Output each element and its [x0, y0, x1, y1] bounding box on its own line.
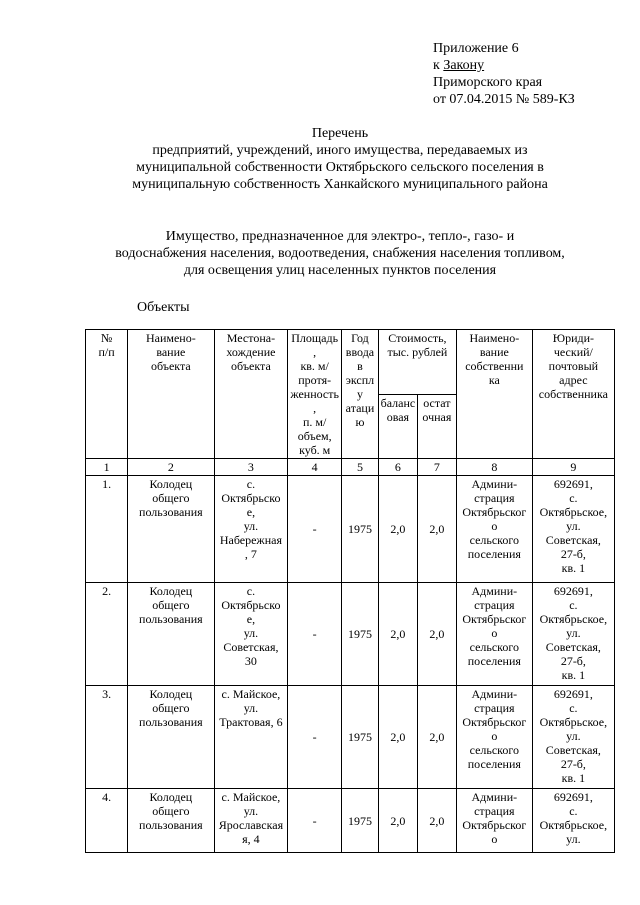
column-numbers-row	[86, 459, 615, 476]
cell-balance	[378, 686, 417, 789]
cell-residual	[417, 686, 456, 789]
cell-residual	[417, 476, 456, 583]
cell-line: ул.	[566, 729, 581, 743]
cell-line: овая	[386, 409, 410, 424]
cell-line: с. Майское,	[221, 790, 281, 804]
subtitle-line-3: для освещения улиц населенных пунктов поселения	[183, 263, 497, 278]
cell-line: сельского	[469, 743, 520, 757]
cell-line: с.	[569, 804, 578, 818]
cell-line: 30	[244, 654, 257, 668]
cell-line: Колодец	[149, 477, 193, 491]
cell-line: Колодец	[149, 687, 193, 701]
cell-owner	[456, 583, 532, 686]
cell-location	[214, 476, 288, 583]
cell-line: женность	[290, 387, 339, 401]
column-number: 8	[456, 459, 532, 476]
cell-line: е,	[246, 612, 256, 626]
cell-line: Трактовая, 6	[219, 715, 283, 729]
cell-residual	[417, 789, 456, 853]
cell-year	[342, 583, 379, 686]
cell-line: Админи-	[471, 584, 518, 598]
header-owner-address	[532, 330, 614, 459]
cell-line: 692691,	[553, 790, 593, 804]
appendix-line-4: от 07.04.2015 № 589-КЗ	[433, 92, 575, 107]
cell-line: общего	[152, 491, 190, 505]
cell-line: -	[312, 730, 317, 744]
cell-line: Наимено-	[145, 331, 196, 345]
cell-line: 27-б,	[560, 547, 586, 561]
cell-line: пользования	[139, 715, 203, 729]
cell-line: общего	[152, 598, 190, 612]
cell-line: пользования	[139, 818, 203, 832]
cell-line: о	[491, 519, 498, 533]
cell-line: 2,0	[390, 813, 406, 828]
cell-line: 1975	[347, 522, 372, 536]
column-number: 7	[417, 459, 456, 476]
header-num	[86, 330, 128, 459]
cell-line: 1975	[347, 813, 372, 828]
cell-location	[214, 583, 288, 686]
table-row	[86, 789, 615, 853]
cell-line: объекта	[231, 359, 271, 373]
cell-line: ул.	[243, 626, 259, 640]
cell-name	[128, 686, 214, 789]
table-row	[86, 583, 615, 686]
header-year	[342, 330, 379, 459]
cell-line: сельского	[469, 640, 520, 654]
cell-location	[214, 686, 288, 789]
cell-address	[532, 476, 614, 583]
subtitle-line-2: водоснабжения населения, водоотведения, снабжения населения топливом,	[115, 246, 565, 261]
cell-name	[128, 789, 214, 853]
cell-line: эксплу	[345, 373, 375, 401]
column-number: 5	[342, 459, 379, 476]
cell-line: с.	[569, 701, 578, 715]
cell-line: 2.	[102, 584, 112, 598]
cell-area	[288, 476, 342, 583]
cell-line: №	[100, 331, 113, 345]
cell-line: 1975	[347, 627, 372, 641]
header-row-1	[86, 330, 615, 395]
cell-line: тыс. рублей	[387, 345, 448, 359]
cell-line: Ярославская	[218, 818, 284, 832]
cell-line: Октябрьское,	[539, 612, 608, 626]
header-cost	[378, 330, 456, 395]
cell-balance	[378, 789, 417, 853]
cell-line: 692691,	[553, 584, 593, 598]
cell-line: с.	[246, 584, 256, 598]
cell-year	[342, 686, 379, 789]
cell-year	[342, 789, 379, 853]
header-area	[288, 330, 342, 459]
appendix-prefix: к	[433, 58, 444, 73]
title-heading: Перечень	[311, 126, 369, 141]
cell-line: пользования	[139, 612, 203, 626]
cell-balance	[378, 583, 417, 686]
cell-line: 2,0	[429, 522, 445, 536]
appendix-line-1: Приложение 6	[433, 41, 519, 56]
cell-line: с.	[569, 491, 578, 505]
cell-line: очная	[422, 409, 452, 424]
header-cost-residual	[417, 394, 456, 459]
document-title	[60, 125, 620, 193]
law-link[interactable]: Закону	[443, 58, 485, 73]
cell-balance	[378, 476, 417, 583]
table-row	[86, 686, 615, 789]
cell-line: о	[491, 832, 498, 846]
cell-line: Октябрьског	[462, 715, 527, 729]
title-line-2: муниципальной собственности Октябрьского сельского поселения в	[136, 160, 544, 175]
cell-line: ввода	[345, 345, 375, 359]
section-label: Объекты	[137, 300, 190, 315]
property-description	[60, 228, 620, 279]
cell-line: 2,0	[390, 522, 406, 536]
cell-name	[128, 583, 214, 686]
cell-line: ,	[313, 401, 317, 415]
cell-line: Советская,	[545, 640, 601, 654]
cell-line: атаци	[345, 401, 375, 415]
cell-line: Колодец	[149, 790, 193, 804]
header-location	[214, 330, 288, 459]
cell-line: Наимено-	[469, 331, 520, 345]
cell-line: о	[491, 729, 498, 743]
cell-line: кв. м/	[300, 359, 329, 373]
cell-line: Октябрьско	[221, 598, 281, 612]
cell-line: страция	[474, 598, 515, 612]
cell-line: остат	[423, 395, 451, 410]
cell-line: Набережная	[219, 533, 282, 547]
cell-line: Юриди-	[552, 331, 595, 345]
column-number: 4	[288, 459, 342, 476]
cell-line: кв. 1	[561, 668, 586, 682]
cell-line: вание	[156, 345, 186, 359]
cell-line: Советская,	[545, 533, 601, 547]
cell-line: собственни	[465, 359, 524, 373]
cell-line: Октябрьское,	[539, 715, 608, 729]
cell-line: протя-	[298, 373, 332, 387]
column-number: 9	[532, 459, 614, 476]
cell-line: вание	[479, 345, 509, 359]
cell-line: 27-б,	[560, 654, 586, 668]
column-number: 1	[86, 459, 128, 476]
cell-line: е,	[246, 505, 256, 519]
cell-line: Местона-	[226, 331, 276, 345]
header-cost-balance	[378, 394, 417, 459]
cell-line: общего	[152, 804, 190, 818]
cell-line: п. м/	[302, 415, 327, 429]
cell-line: Площадь	[291, 331, 339, 345]
cell-line: сельского	[469, 533, 520, 547]
cell-line: поселения	[467, 757, 521, 771]
cell-line: Октябрьское,	[539, 505, 608, 519]
cell-line: поселения	[467, 547, 521, 561]
cell-line: ул.	[566, 626, 581, 640]
cell-line: 2,0	[429, 730, 445, 744]
subtitle-line-1: Имущество, предназначенное для электро-, тепло-, газо- и	[165, 229, 515, 244]
column-number: 6	[378, 459, 417, 476]
cell-line: ю	[355, 415, 365, 429]
cell-line: Админи-	[471, 687, 518, 701]
appendix-line-3: Приморского края	[433, 75, 543, 90]
cell-location	[214, 789, 288, 853]
cell-line: 4.	[102, 790, 112, 804]
cell-line: объем,	[297, 429, 332, 443]
cell-residual	[417, 583, 456, 686]
cell-area	[288, 789, 342, 853]
cell-line: 2,0	[390, 730, 406, 744]
cell-line: ка	[488, 373, 500, 387]
cell-name	[128, 476, 214, 583]
cell-line: поселения	[467, 654, 521, 668]
cell-line: , 7	[244, 547, 257, 561]
cell-line: страция	[474, 491, 515, 505]
cell-line: ческий/	[553, 345, 593, 359]
cell-line: почтовый	[548, 359, 599, 373]
table-body	[86, 330, 615, 853]
cell-num	[86, 686, 128, 789]
cell-num	[86, 476, 128, 583]
cell-line: 27-б,	[560, 757, 586, 771]
cell-line: с. Майское,	[221, 687, 281, 701]
cell-year	[342, 476, 379, 583]
cell-line: Октябрьско	[221, 491, 281, 505]
cell-line: ул.	[566, 519, 581, 533]
appendix-line-2	[433, 57, 575, 74]
cell-line: ул.	[243, 519, 259, 533]
cell-line: в	[357, 359, 363, 373]
cell-line: Октябрьског	[462, 612, 527, 626]
cell-line: пользования	[139, 505, 203, 519]
cell-line: общего	[152, 701, 190, 715]
cell-line: Стоимость,	[388, 331, 447, 345]
cell-line: Октябрьског	[462, 818, 527, 832]
column-number: 2	[128, 459, 214, 476]
cell-line: -	[312, 522, 317, 536]
cell-line: Год	[351, 331, 369, 345]
cell-line: Советская,	[545, 743, 601, 757]
column-number: 3	[214, 459, 288, 476]
cell-line: ,	[313, 345, 317, 359]
title-line-3: муниципальную собственность Ханкайского муниципального района	[132, 177, 548, 192]
cell-line: ул.	[566, 832, 581, 846]
cell-line: 1.	[102, 477, 112, 491]
cell-line: с.	[569, 598, 578, 612]
cell-area	[288, 686, 342, 789]
cell-line: кв. 1	[561, 561, 586, 575]
cell-line: адрес	[559, 373, 588, 387]
cell-line: баланс	[380, 395, 416, 410]
cell-owner	[456, 686, 532, 789]
cell-line: 3.	[102, 687, 112, 701]
cell-line: 2,0	[390, 627, 406, 641]
cell-line: с.	[246, 477, 256, 491]
cell-line: страция	[474, 701, 515, 715]
cell-line: куб. м	[299, 443, 331, 457]
cell-num	[86, 583, 128, 686]
cell-owner	[456, 476, 532, 583]
cell-line: ул.	[243, 701, 259, 715]
cell-line: Октябрьское,	[539, 818, 608, 832]
table-row	[86, 476, 615, 583]
cell-address	[532, 583, 614, 686]
header-owner-name	[456, 330, 532, 459]
cell-line: страция	[474, 804, 515, 818]
cell-line: 2,0	[429, 813, 445, 828]
cell-line: Колодец	[149, 584, 193, 598]
cell-line: Админи-	[471, 790, 518, 804]
cell-line: -	[312, 813, 317, 828]
appendix-header	[433, 40, 575, 108]
cell-line: 2,0	[429, 627, 445, 641]
cell-line: -	[312, 627, 317, 641]
cell-owner	[456, 789, 532, 853]
cell-line: 692691,	[553, 687, 593, 701]
cell-line: п/п	[98, 345, 115, 359]
cell-line: объекта	[150, 359, 191, 373]
cell-line: хождение	[226, 345, 276, 359]
cell-line: о	[491, 626, 498, 640]
cell-line: 1975	[347, 730, 372, 744]
cell-line: кв. 1	[561, 771, 586, 785]
header-name	[128, 330, 214, 459]
cell-line: Октябрьског	[462, 505, 527, 519]
cell-line: Админи-	[471, 477, 518, 491]
cell-line: ул.	[243, 804, 259, 818]
cell-line: я, 4	[242, 832, 260, 846]
cell-address	[532, 686, 614, 789]
cell-line: собственника	[538, 387, 608, 401]
cell-line: Советская,	[223, 640, 279, 654]
cell-area	[288, 583, 342, 686]
cell-num	[86, 789, 128, 853]
title-line-1: предприятий, учреждений, иного имущества, передаваемых из	[152, 143, 528, 158]
cell-address	[532, 789, 614, 853]
cell-line: 692691,	[553, 477, 593, 491]
objects-table	[85, 329, 615, 853]
